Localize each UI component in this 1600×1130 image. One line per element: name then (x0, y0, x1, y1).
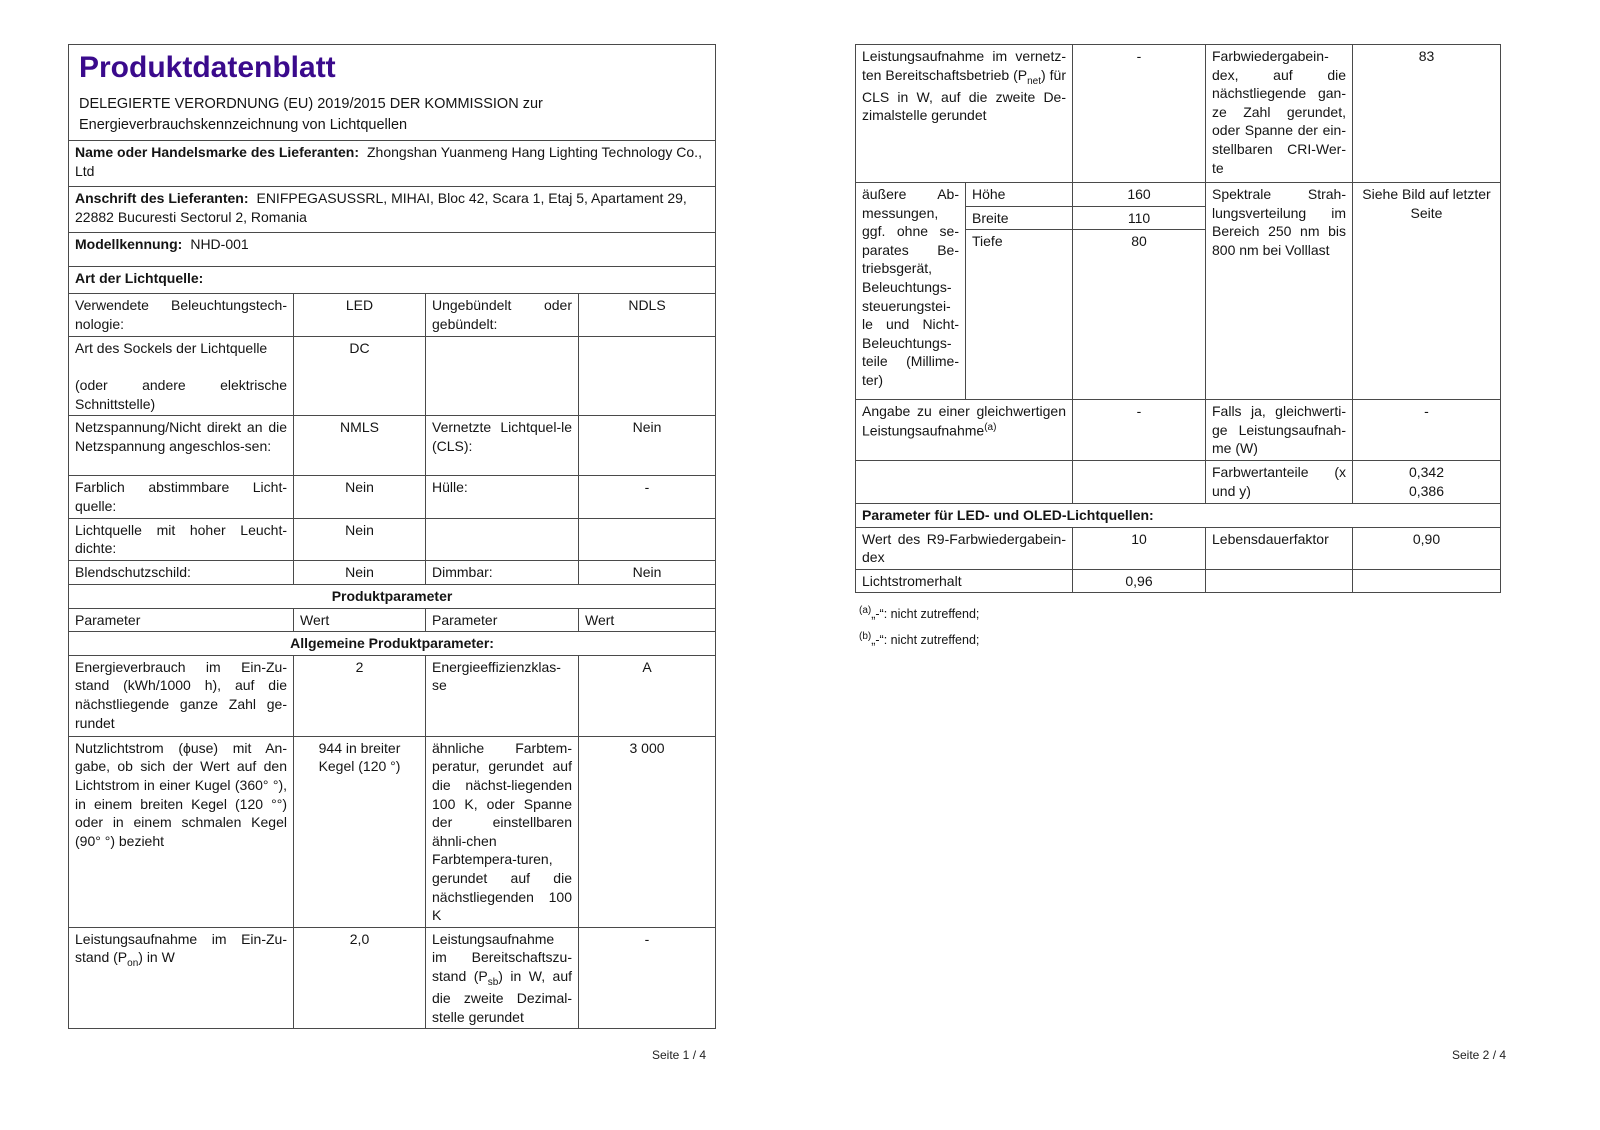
param-value-cell: 944 in breiter Kegel (120 °) (294, 736, 426, 927)
section-header-led: Parameter für LED- und OLED-Lichtquellen: (856, 504, 1501, 528)
section-header-produktparameter: Produktparameter (69, 584, 716, 608)
dimension-value-cell: 80 (1073, 230, 1206, 400)
param-value-cell (579, 337, 716, 416)
param-value-cell: - (579, 476, 716, 518)
param-label-cell: Leistungsaufnahme im Bereitschaftszu-stand $(P_{sb})$ in W, auf die zweite Dezimal-stelle gerundet (426, 927, 579, 1029)
param-label-cell: Leistungsaufnahme im Ein-Zu-stand $(P_{on})$ in W (69, 927, 294, 1029)
section-row (69, 267, 716, 294)
column-header: Wert (579, 608, 716, 632)
table-row (856, 569, 1501, 593)
table-row (69, 560, 716, 584)
param-value-cell: LED (294, 294, 426, 337)
dimension-name-cell: Tiefe (966, 230, 1073, 400)
param-value-cell: Nein (294, 476, 426, 518)
address-cell (69, 187, 716, 233)
param-label-cell: Falls ja, gleichwerti-ge Leistungsaufnah-me (W) (1206, 400, 1353, 461)
param-label-cell: Ungebündelt oder gebündelt: (426, 294, 579, 337)
param-label-cell: Farblich abstimmbare Licht-quelle: (69, 476, 294, 518)
dimension-value-cell: 110 (1073, 206, 1206, 230)
param-value-cell: 3 000 (579, 736, 716, 927)
column-header-row (69, 608, 716, 632)
param-value-cell: - (579, 927, 716, 1029)
page-number: Seite 2 / 4 (1452, 1048, 1507, 1062)
product-datasheet-table-page2 (855, 44, 1501, 593)
param-value-cell: Siehe Bild auf letzter Seite (1353, 183, 1501, 400)
supplier-row (69, 141, 716, 187)
page-1 (68, 44, 715, 1029)
page-title: Produktdatenblatt (79, 51, 336, 84)
table-row (69, 518, 716, 560)
footnotes (855, 601, 1500, 653)
column-header: Parameter (69, 608, 294, 632)
footnote: $^{(a)}$„-“: nicht zutreffend; (859, 605, 980, 622)
dimensions-label-cell: äußere Ab-messungen, ggf. ohne se-parates Be-triebsgerät, Beleuchtungs-steuerungstei-le und Nicht-Beleuchtungs-teile (Millime-ter) (856, 183, 966, 400)
param-value-cell: 2,0 (294, 927, 426, 1029)
model-label: Modellkennung: (75, 236, 183, 253)
supplier-cell (69, 141, 716, 187)
param-label-cell: Art des Sockels der Lichtquelle (oder andere elektrische Schnittstelle) (69, 337, 294, 416)
table-row (69, 927, 716, 1029)
table-row (69, 736, 716, 927)
page-number: Seite 1 / 4 (652, 1048, 707, 1062)
model-row (69, 233, 716, 267)
param-value-cell: NMLS (294, 416, 426, 476)
param-label-cell: ähnliche Farbtem-peratur, gerundet auf die nächst-liegenden 100 K, oder Spanne der einstellbaren ähnli-chen Farbtempera-turen, gerundet auf die nächstliegenden 100 K (426, 736, 579, 927)
table-row (69, 294, 716, 337)
title-cell (69, 45, 716, 141)
param-value-cell: 0,342 0,386 (1353, 461, 1501, 504)
param-value-cell: A (579, 655, 716, 736)
product-datasheet-table-page1 (68, 44, 716, 1029)
param-value-cell: Nein (579, 416, 716, 476)
param-value-cell: 0,90 (1353, 527, 1501, 569)
table-row (69, 476, 716, 518)
section-row (69, 632, 716, 656)
table-row (856, 45, 1501, 183)
footnote: $^{(b)}$„-“: nicht zutreffend; (859, 631, 980, 648)
param-label-cell (426, 337, 579, 416)
dimensions-row (856, 183, 1501, 207)
dimension-name-cell: Breite (966, 206, 1073, 230)
param-label-cell: Farbwertanteile (x und y) (1206, 461, 1353, 504)
column-header: Wert (294, 608, 426, 632)
param-label-cell: Lichtstromerhalt (856, 569, 1073, 593)
param-label-cell: Dimmbar: (426, 560, 579, 584)
param-value-cell: Nein (294, 518, 426, 560)
table-row (856, 400, 1501, 461)
dimension-name-cell: Höhe (966, 183, 1073, 207)
param-value-cell (579, 518, 716, 560)
param-label-cell: Vernetzte Lichtquel-le (CLS): (426, 416, 579, 476)
param-label-cell: Leistungsaufnahme im vernetz-ten Bereitschaftsbetrieb $(P_{net})$ für CLS in W, auf die zweite De-zimalstelle gerundet (856, 45, 1073, 183)
param-value-cell: 83 (1353, 45, 1501, 183)
param-label-cell: Wert des R9-Farbwiedergabein-dex (856, 527, 1073, 569)
section-row (856, 504, 1501, 528)
regulation-subtitle: DELEGIERTE VERORDNUNG (EU) 2019/2015 DER KOMMISSION zur Energieverbrauchskennzeichnung von Lichtquellen (79, 96, 543, 134)
table-row (69, 655, 716, 736)
table-row (856, 527, 1501, 569)
page-2 (855, 44, 1500, 653)
empty-cell (1073, 461, 1206, 504)
table-row (856, 461, 1501, 504)
param-value-cell: - (1353, 400, 1501, 461)
table-row (69, 416, 716, 476)
model-cell (69, 233, 716, 267)
param-label-cell: Farbwiedergabein-dex, auf die nächstliegende gan-ze Zahl gerundet, oder Spanne der ein-stellbaren CRI-Wer-te (1206, 45, 1353, 183)
param-label-cell: Blendschutzschild: (69, 560, 294, 584)
address-label: Anschrift des Lieferanten: (75, 190, 249, 207)
empty-cell (1206, 569, 1353, 593)
param-label-cell (426, 518, 579, 560)
address-value: ENIFPEGASUSSRL, MIHAI, Bloc 42, Scara 1, Etaj 5, Apartament 29, 22882 Bucuresti Sectorul 2, Romania (75, 190, 687, 225)
param-value-cell: 2 (294, 655, 426, 736)
param-label-cell: Hülle: (426, 476, 579, 518)
empty-cell (1353, 569, 1501, 593)
param-value-cell: Nein (579, 560, 716, 584)
table-row (69, 337, 716, 416)
model-value: NHD-001 (190, 236, 249, 253)
param-label-cell: Netzspannung/Nicht direkt an die Netzspannung angeschlos-sen: (69, 416, 294, 476)
supplier-label: Name oder Handelsmarke des Lieferanten: (75, 144, 359, 161)
param-value-cell: DC (294, 337, 426, 416)
param-value-cell: NDLS (579, 294, 716, 337)
param-label-cell: Spektrale Strah-lungsverteilung im Bereich 250 nm bis 800 nm bei Volllast (1206, 183, 1353, 400)
param-label-cell: Verwendete Beleuchtungstech-nologie: (69, 294, 294, 337)
param-value-cell: - (1073, 400, 1206, 461)
param-label-cell: Angabe zu einer gleichwertigen Leistungsaufnahme$^{(a)}$ (856, 400, 1073, 461)
column-header: Parameter (426, 608, 579, 632)
address-row (69, 187, 716, 233)
param-value-cell: 10 (1073, 527, 1206, 569)
param-label-cell: Lebensdauerfaktor (1206, 527, 1353, 569)
param-value-cell: - (1073, 45, 1206, 183)
title-row (69, 45, 716, 141)
param-label-cell: Energieeffizienzklas-se (426, 655, 579, 736)
dimension-value-cell: 160 (1073, 183, 1206, 207)
supplier-value: Zhongshan Yuanmeng Hang Lighting Technology Co., Ltd (75, 144, 702, 179)
empty-cell (856, 461, 1073, 504)
section-row (69, 584, 716, 608)
param-value-cell: Nein (294, 560, 426, 584)
section-header-allgemein: Allgemeine Produktparameter: (69, 632, 716, 656)
param-label-cell: Lichtquelle mit hoher Leucht-dichte: (69, 518, 294, 560)
section-header-art: Art der Lichtquelle: (69, 267, 716, 294)
param-value-cell: 0,96 (1073, 569, 1206, 593)
param-label-cell: Nutzlichtstrom (ϕuse) mit An-gabe, ob sich der Wert auf den Lichtstrom in einer Kugel (360° °), in einem breiten Kegel (120 °°) oder in einem schmalen Kegel (90° °) bezieht (69, 736, 294, 927)
param-label-cell: Energieverbrauch im Ein-Zu-stand (kWh/1000 h), auf die nächstliegende ganze Zahl ge-rundet (69, 655, 294, 736)
